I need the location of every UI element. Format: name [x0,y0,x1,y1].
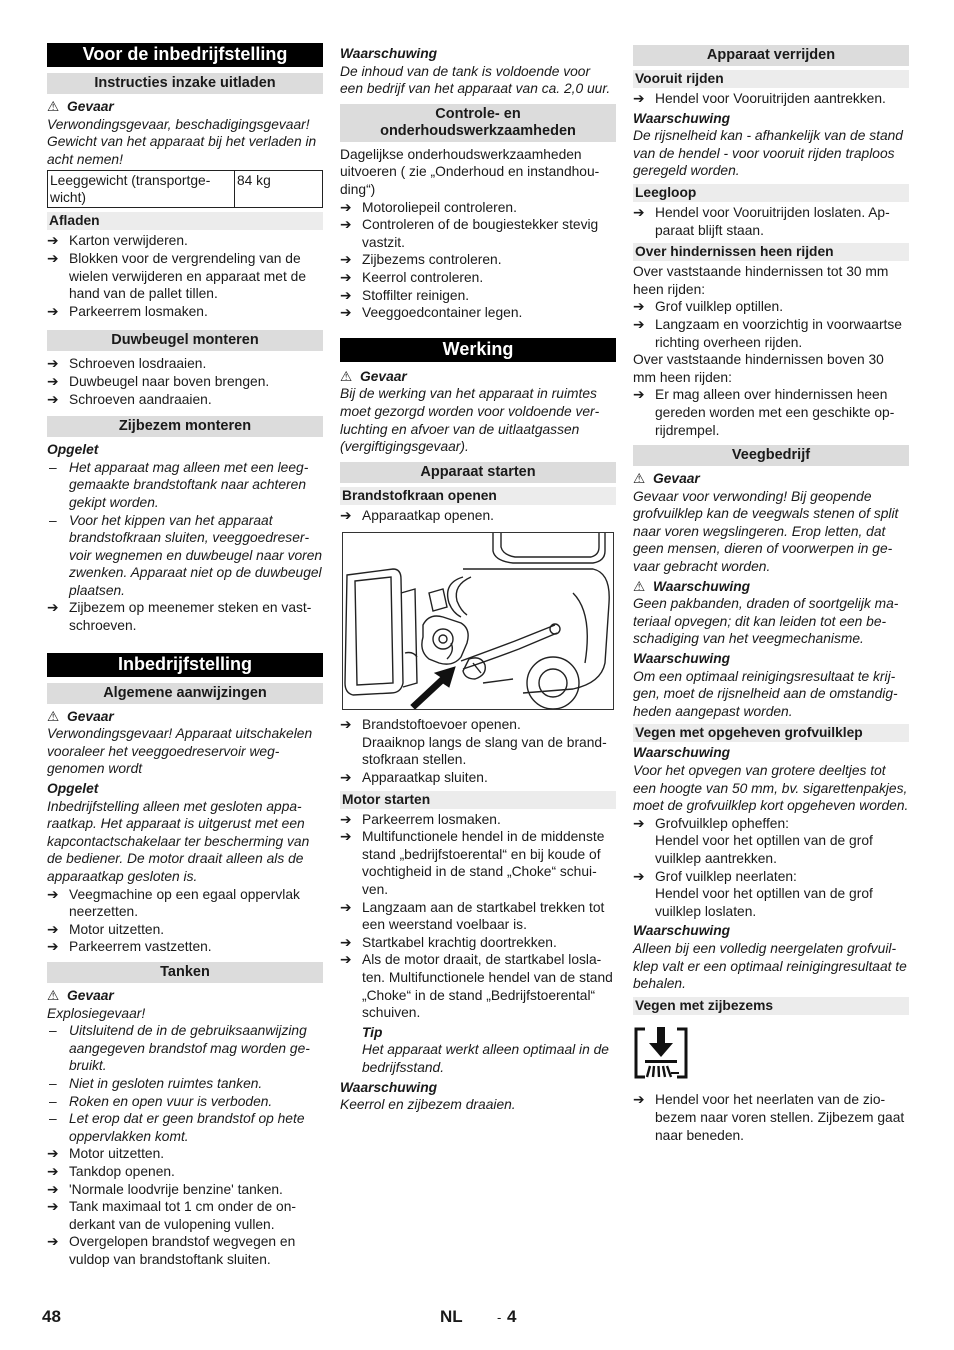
note-waarschuwing: Waarschuwing [633,923,731,939]
body-text: Over vaststaande hindernissen boven 30 mm heen rijden: [633,352,884,385]
dash-bullet: – [49,1075,57,1091]
note-item: – Voor het kippen van het apparaat brandstofkraan sluiten, veeggoedreservoir wegnemen en duwbeugel naar voren zwenken. Apparaat niet op de duwbeugel plaatsen. [49,512,323,598]
step-item: ➔ Als de motor draait, de startkabel loslaten. Multifunctionele hendel van de stand „Choke“ in de stand „Bedrijfstoerental“ schuiven. [340,952,613,1021]
step-item: ➔ Duwbeugel naar boven brengen. [47,373,270,389]
heading-brandstofkraan: Brandstofkraan openen [340,487,616,505]
step-item: ➔ Zijbezems controleren. [340,252,502,268]
arrow-right-icon: ➔ [47,1234,59,1250]
step-item: ➔ Zijbezem op meenemer steken en vastschroeven. [47,600,312,634]
step-item: ➔ Tank maximaal tot 1 cm onder de onderkant van de vulopening vullen. [47,1199,297,1232]
arrow-right-icon: ➔ [340,899,352,915]
warning-triangle-icon: ⚠ [47,99,60,114]
warning-triangle-icon: ⚠ [47,987,60,1003]
arrow-right-icon: ➔ [47,391,59,407]
step-item: ➔ Grofvuilklep opheffen: [633,815,789,831]
note-item: – Let erop dat er geen brandstof op hete oppervlakken komt. [49,1111,305,1144]
step-detail: Hendel voor het optillen van de grof vuilklep aantrekken. [655,833,873,866]
heading-hindernissen: Over hindernissen heen rijden [633,243,909,261]
dash-bullet: – [49,512,57,528]
step-detail: Hendel voor het optillen van de grof vuilklep loslaten. [655,886,873,919]
arrow-right-icon: ➔ [47,1163,59,1179]
arrow-right-icon: ➔ [340,717,352,733]
note-waarschuwing: Waarschuwing [633,651,731,667]
warning-text: Verwondingsgevaar! Apparaat uitschakelen vooraleer het veeggoedreservoir weggenomen wordt [47,726,313,777]
step-item: ➔ Veeggoedcontainer legen. [340,305,523,321]
page-number: 48 [42,1307,61,1326]
warning-text: Bij de werking van het apparaat in ruimtes moet gezorgd worden voor voldoende verluchting en afvoer van de uitlaatgassen (vergiftigingsgevaar). [340,386,600,455]
heading-leegloop: Leegloop [633,184,909,202]
warning-text: Gewicht van het apparaat bij het verladen in acht nemen! [47,134,317,167]
step-item: ➔ Hendel voor het neerlaten van de ziobezem naar voren stellen. Zijbezem gaat naar beneden. [633,1092,905,1143]
step-item: ➔ Startkabel krachtig doortrekken. [340,934,557,950]
dash-bullet: – [49,459,57,475]
arrow-right-icon: ➔ [340,770,352,786]
arrow-right-icon: ➔ [47,886,59,902]
warning-triangle-icon: ⚠ [633,471,646,487]
arrow-right-icon: ➔ [47,356,59,372]
note-text: De rijsnelheid kan - afhankelijk van de stand van de hendel - voor vooruit rijden traploos geregeld worden. [633,128,903,179]
note-opgelet: Opgelet [47,442,99,458]
note-item: – Uitsluitend de in de gebruiksaanwijzing aangegeven brandstof mag worden gebruikt. [49,1023,310,1074]
arrow-right-icon: ➔ [47,600,59,616]
note-opgelet: Opgelet [47,781,99,797]
warning-gevaar: ⚠ Gevaar [633,471,700,487]
arrow-right-icon: ➔ [340,199,352,215]
language-code: NL [440,1307,463,1326]
step-item: ➔ Grof vuilklep neerlaten: [633,868,797,884]
note-text: Inbedrijfstelling alleen met gesloten apparaatkap. Het apparaat is uitgerust met een kapcontactschakelaar ter bescherming van de bediener. De motor draait alleen als de apparaatkap gesloten is. [47,798,310,884]
warning-gevaar: ⚠ Gevaar [47,708,114,724]
arrow-right-icon: ➔ [47,1181,59,1197]
step-item: ➔ Parkeerrem losmaken. [340,811,501,827]
step-item: ➔ Karton verwijderen. [47,233,188,249]
arrow-right-icon: ➔ [633,868,645,884]
section-page-number: 4 [507,1307,517,1326]
arrow-right-icon: ➔ [340,269,352,285]
note-waarschuwing: Waarschuwing [633,110,731,126]
step-item: ➔ Tankdop openen. [47,1163,175,1179]
warning-gevaar: ⚠ Gevaar [47,99,114,114]
dash-bullet: – [49,1093,57,1109]
arrow-right-icon: ➔ [47,1146,59,1162]
step-item: ➔ Hendel voor Vooruitrijden aantrekken. [633,91,886,106]
step-item: ➔ Veegmachine op een egaal oppervlak neerzetten. [47,886,300,920]
page-separator: - [497,1310,502,1325]
warning-text: Geen pakbanden, draden of soortgelijk materiaal opvegen; dit kan leiden tot een beschadiging van het veegmechanisme. [633,596,899,647]
step-item: ➔ Langzaam aan de startkabel trekken tot een weerstand voelbaar is. [340,899,605,933]
arrow-right-icon: ➔ [633,91,645,106]
subsection-title-controle: Controle- en onderhoudswerkzaamheden [340,104,616,142]
step-item: ➔ Motor uitzetten. [47,921,165,937]
heading-motor-starten: Motor starten [340,791,616,809]
subsection-title-tanken: Tanken [47,962,323,983]
step-item: ➔ Apparaatkap sluiten. [340,770,488,786]
warning-text: Explosiegevaar! [47,1005,146,1021]
note-waarschuwing: Waarschuwing [340,46,438,61]
column-right [633,43,909,1144]
arrow-right-icon: ➔ [340,217,352,233]
heading-grofvuilklep: Vegen met opgeheven grofvuilklep [633,724,909,742]
note-item: – Niet in gesloten ruimtes tanken. [49,1075,263,1091]
step-item: ➔ Schroeven aandraaien. [47,391,212,407]
side-brush-lower-icon [633,1025,909,1086]
warning-gevaar: ⚠ Gevaar [340,368,407,384]
arrow-right-icon: ➔ [47,303,59,319]
step-item: ➔ Parkeerrem vastzetten. [47,939,212,955]
note-text: Keerrol en zijbezem draaien. [340,1097,516,1113]
step-item: ➔ Motoroliepeil controleren. [340,199,517,215]
pointer-arrow-icon [411,667,455,709]
step-item: ➔ Langzaam en voorzichtig in voorwaartse richting overheen rijden. [633,316,902,350]
engine-drawing [343,533,613,709]
subsection-title-uitladen: Instructies inzake uitladen [47,73,323,94]
subsection-title-verrijden: Apparaat verrijden [633,45,909,66]
note-item: – Het apparaat mag alleen met een leeggemaakte brandstoftank naar achteren gekipt worden. [49,459,309,510]
arrow-right-icon: ➔ [340,952,352,968]
section-title-werking: Werking [340,338,616,362]
arrow-right-icon: ➔ [633,815,645,831]
weight-table [47,170,323,208]
arrow-right-icon: ➔ [633,316,645,332]
arrow-right-icon: ➔ [47,939,59,955]
arrow-right-icon: ➔ [340,811,352,827]
step-item: ➔ Multifunctionele hendel in de middenste stand „bedrijfstoerental“ en bij koude of vochtigheid in de stand „Choke“ schuiven. [340,829,605,898]
arrow-right-icon: ➔ [340,252,352,268]
engine-fuel-valve-illustration [342,532,614,710]
arrow-right-icon: ➔ [633,1092,645,1108]
subsection-title-zijbezem: Zijbezem monteren [47,416,323,437]
arrow-right-icon: ➔ [47,250,59,266]
subsection-title-veegbedrijf: Veegbedrijf [633,445,909,466]
step-item: ➔ Brandstoftoevoer openen. [340,717,521,733]
arrow-right-icon: ➔ [47,373,59,389]
step-item: ➔ Keerrol controleren. [340,269,484,285]
step-item: ➔ Motor uitzetten. [47,1146,165,1162]
step-item: ➔ Grof vuilklep optillen. [633,299,784,315]
heading-vooruit: Vooruit rijden [633,70,909,88]
step-item: ➔ Apparaatkap openen. [340,507,494,523]
step-item: ➔ Parkeerrem losmaken. [47,303,208,319]
step-item: ➔ Overgelopen brandstof wegvegen en vuldop van brandstoftank sluiten. [47,1234,296,1267]
note-waarschuwing: Waarschuwing [340,1079,438,1095]
column-left [47,43,323,1268]
tip-text: Het apparaat werkt alleen optimaal in de bedrijfsstand. [362,1042,609,1075]
tip-label: Tip [362,1024,383,1040]
body-text: Over vaststaande hindernissen tot 30 mm heen rijden: [633,264,889,297]
arrow-right-icon: ➔ [633,387,645,403]
arrow-right-icon: ➔ [47,921,59,937]
warning-text: Verwondingsgevaar, beschadigingsgevaar! [47,116,310,132]
note-text: Voor het opvegen van grotere deeltjes tot een hoogte van 50 mm, bv. sigarettenpakjes, moet de grofvuilklep kort opgeheven worden. [633,763,909,814]
arrow-right-icon: ➔ [47,1199,59,1215]
arrow-right-icon: ➔ [340,829,352,845]
step-item: ➔ Schroeven losdraaien. [47,356,207,372]
step-item: ➔ Blokken voor de vergrendeling van de wielen verwijderen en apparaat met de hand van de pallet tillen. [47,250,306,302]
step-item: ➔ Er mag alleen over hindernissen heen gereden worden met een geschikte oprijdrempel. [633,387,895,438]
note-waarschuwing: Waarschuwing [633,745,731,761]
step-detail: Draaiknop langs de slang van de brandstofkraan stellen. [362,734,607,768]
dash-bullet: – [49,1023,57,1039]
step-item: ➔ Stoffilter reinigen. [340,287,470,303]
warning-waarschuwing: ⚠ Waarschuwing [633,578,751,594]
section-title-inbedrijfstelling: Inbedrijfstelling [47,653,323,677]
warning-triangle-icon: ⚠ [47,708,60,724]
note-text: Alleen bij een volledig neergelaten grofvuilklep valt er een optimaal reinigingresultaat te behalen. [633,940,907,992]
warning-triangle-icon: ⚠ [340,368,353,384]
note-item: – Roken en open vuur is verboden. [49,1093,273,1109]
heading-afladen: Afladen [47,212,323,230]
section-title-voor-inbedrijfstelling: Voor de inbedrijfstelling [47,43,323,67]
arrow-right-icon: ➔ [340,507,352,523]
arrow-right-icon: ➔ [47,233,59,249]
warning-text: Gevaar voor verwonding! Bij geopende grofvuilklep kan de veegwals stenen of split naar voren wegslingeren. Erop letten, dat geen mensen, dieren of voorwerpen in gevaar gebracht worden. [633,488,899,575]
arrow-right-icon: ➔ [633,204,645,220]
side-brush-symbol [633,1025,689,1081]
spec-label: Leeggewicht (transportgewicht) [48,171,235,208]
subsection-title-duwbeugel: Duwbeugel monteren [47,330,323,351]
warning-gevaar: ⚠ Gevaar [47,987,114,1003]
step-item: ➔ 'Normale loodvrije benzine' tanken. [47,1181,283,1197]
spec-value: 84 kg [235,171,323,208]
subsection-title-starten: Apparaat starten [340,462,616,483]
note-text: Om een optimaal reinigingsresultaat te krijgen, moet de rijsnelheid aan de omstandigheden aangepast worden. [633,668,898,719]
arrow-right-icon: ➔ [340,934,352,950]
arrow-right-icon: ➔ [633,299,645,315]
step-item: ➔ Controleren of de bougiestekker stevig vastzit. [340,217,599,250]
column-middle [340,43,616,1114]
warning-triangle-icon: ⚠ [633,578,646,594]
subsection-title-algemeen: Algemene aanwijzingen [47,683,323,704]
body-text: Dagelijkse onderhoudswerkzaamheden uitvoeren ( zie „Onderhoud en instandhouding“) [340,146,600,197]
note-text: De inhoud van de tank is voldoende voor een bedrijf van het apparaat van ca. 2,0 uur. [340,63,611,97]
arrow-right-icon: ➔ [340,287,352,303]
heading-zijbezems: Vegen met zijbezems [633,997,909,1015]
step-item: ➔ Hendel voor Vooruitrijden loslaten. Apparaat blijft staan. [633,204,890,238]
dash-bullet: – [49,1111,57,1127]
arrow-right-icon: ➔ [340,305,352,321]
